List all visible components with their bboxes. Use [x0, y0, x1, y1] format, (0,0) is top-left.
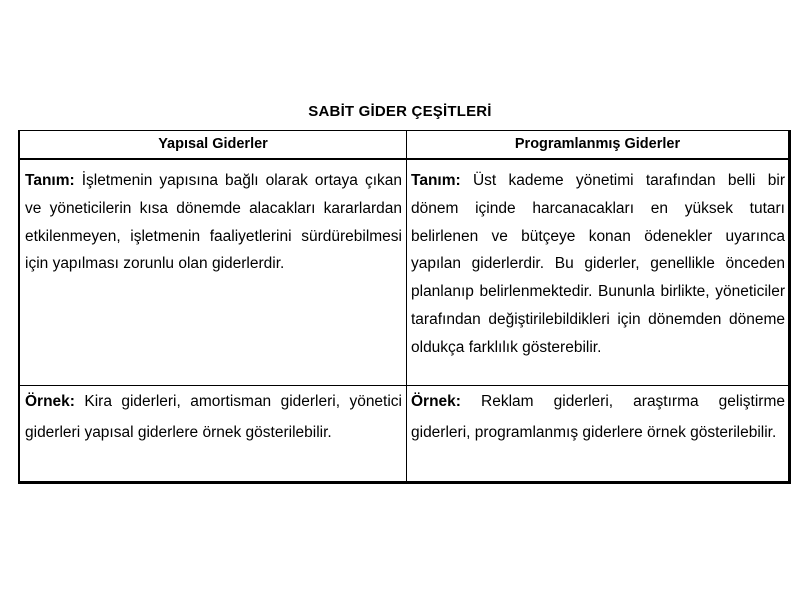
header-divider: [20, 158, 788, 160]
definition-cell-programmed: [411, 167, 785, 362]
definition-text: İşletmenin yapısına bağlı olarak ortaya çıkan ve yöneticilerin kısa dönemde alacakları kararlardan etkilenmeyen, işletmenin faaliyetlerini sürdürebilmesi için yapılması zorunlu olan giderlerdir.: [25, 172, 402, 273]
column-header-structural: Yapısal Giderler: [158, 136, 268, 152]
example-text: Kira giderleri, amortisman giderleri, yönetici giderleri yapısal giderlere örnek gösterilebilir.: [25, 393, 402, 441]
example-cell-programmed: [411, 386, 785, 448]
example-label: Örnek:: [411, 393, 461, 410]
definition-label: Tanım:: [411, 172, 461, 189]
column-header-programmed: Programlanmış Giderler: [514, 136, 681, 152]
document-title: SABİT GİDER ÇEŞİTLERİ: [308, 103, 492, 120]
definition-cell-structural: [25, 167, 402, 278]
example-text: Reklam giderleri, araştırma geliştirme giderleri, programlanmış giderlere örnek gösterilebilir.: [411, 393, 786, 441]
example-label: Örnek:: [25, 393, 75, 410]
fixed-cost-types-table: [18, 130, 791, 484]
example-cell-structural: [25, 386, 402, 448]
column-divider: [406, 131, 407, 481]
definition-label: Tanım:: [25, 172, 75, 189]
definition-text: Üst kademe yönetimi tarafından belli bir dönem içinde harcanacakları en yüksek tutarı belirlenen ve bütçeye konan ödenekler uyarınca yapılan giderlerdir. Bu giderler, genellikle önceden planlanıp belirlenmektedir. Bununla birlikte, yöneticiler tarafından değiştirilebildikleri için dönemden döneme oldukça farklılık gösterebilir.: [411, 172, 785, 356]
